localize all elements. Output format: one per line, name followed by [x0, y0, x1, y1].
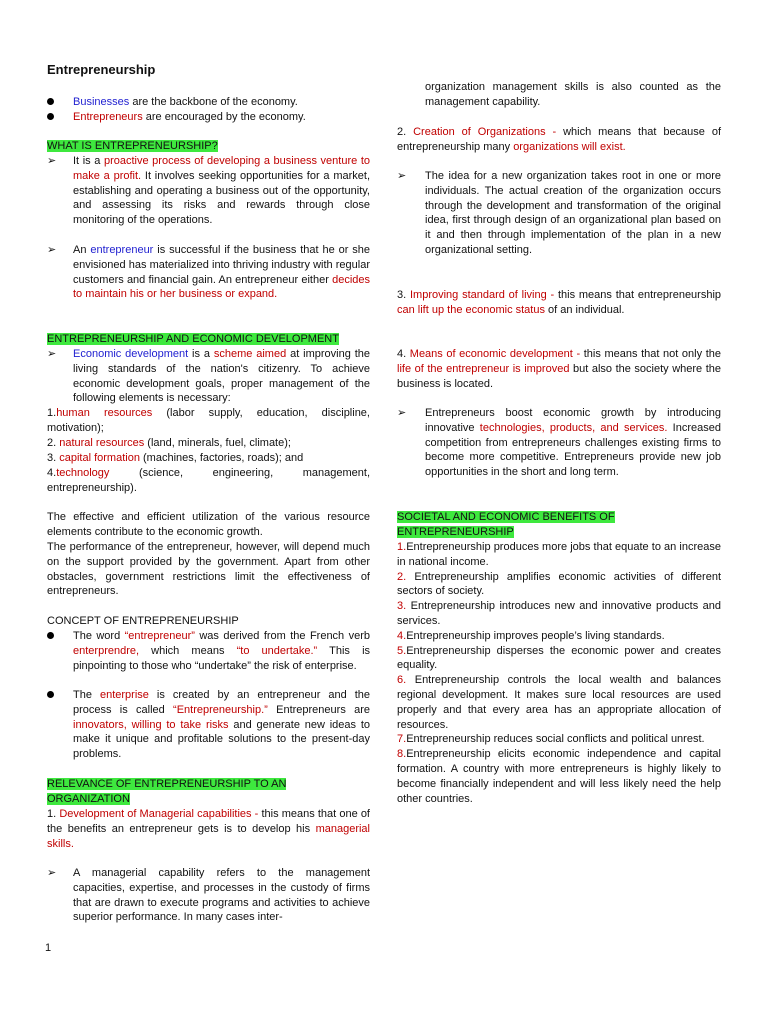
heading-text: RELEVANCE OF ENTREPRENEURSHIP TO AN ORGANIZATION	[47, 778, 287, 805]
list-item	[47, 688, 370, 762]
item-number: 4.	[397, 629, 407, 642]
text-run: natural resources	[59, 437, 145, 449]
text-run: Entrepreneurship disperses the economic power and creates equality.	[397, 644, 721, 672]
text-run: enterprise	[99, 689, 149, 701]
list-item	[47, 466, 370, 496]
text-run: Development of Managerial capabilities -	[59, 808, 259, 820]
text-run: technology	[56, 467, 110, 479]
list-item	[397, 599, 721, 629]
text-run: (land, minerals, fuel, climate);	[144, 437, 291, 449]
text-run: (labor supply, education, discipline, motivation);	[47, 407, 370, 434]
list-item	[397, 169, 721, 258]
text-run: this means that one of the benefits an entrepreneur gets is to develop his	[47, 808, 370, 835]
section-heading	[397, 510, 721, 540]
text-run: Creation of Organizations -	[413, 126, 557, 138]
item-number: 4.	[397, 348, 410, 360]
text-run: It is a	[73, 155, 104, 167]
text-run: innovators, willing to take risks	[73, 718, 229, 731]
benefits-list	[397, 540, 721, 806]
list-item	[397, 406, 721, 480]
list-item	[397, 747, 721, 806]
heading-text: SOCIETAL AND ECONOMIC BENEFITS OF ENTREPRENEURSHIP	[397, 511, 615, 538]
text-run: Entrepreneurship introduces new and innovative products and services.	[397, 600, 721, 627]
item-number: 8.	[397, 748, 407, 761]
text-run: entrepreneur	[90, 244, 154, 256]
item-number: 3.	[397, 289, 410, 301]
text-run: The idea for a new organization takes root in one or more individuals. The actual creation of the organization occurs through the development and transformation of the original idea, first through design of an organizational plan based on it and then through implementation of the plan in a new organizational setting.	[425, 170, 721, 256]
list-item	[397, 673, 721, 732]
list-item	[397, 125, 721, 155]
text-run: Entrepreneurship controls the local wealth and balances regional development. It makes sure local resources are used properly and that every area has an appropriate allocation of resources.	[397, 674, 721, 731]
text-run: Entrepreneurship produces more jobs that equate to an increase in national income.	[397, 541, 721, 568]
item-number: 1.	[397, 541, 407, 553]
text-run: this means that entrepreneurship	[554, 289, 722, 301]
text-run: (machines, factories, roads); and	[139, 452, 304, 464]
arrow-bullet-icon: ➢	[397, 407, 407, 419]
text-run: Economic development	[73, 348, 189, 360]
text-run: are the backbone of the economy.	[129, 96, 298, 108]
text-run: scheme aimed	[213, 348, 287, 360]
text-run: is a	[188, 348, 214, 360]
text-run: can lift up the economic status	[397, 303, 545, 316]
item-number: 7.	[397, 733, 407, 746]
heading-text: ENTREPRENEURSHIP AND ECONOMIC DEVELOPMENT	[47, 333, 339, 345]
section-heading: CONCEPT OF ENTREPRENEURSHIP	[47, 615, 239, 627]
text-run: “Entrepreneurship.”	[173, 703, 268, 716]
text-run: A managerial capability refers to the management capacities, expertise, and processes in the custody of firms that are drawn to execute programs and activities to achieve superior performance. In many cases inter-	[73, 867, 370, 924]
text-run: Entrepreneurship elicits economic independence and capital formation. A country with more entrepreneurs is highly likely to become financially independent and will less likely need the help other countries.	[397, 748, 721, 805]
text-run: Entrepreneurs	[73, 111, 143, 123]
item-number: 2.	[47, 437, 60, 449]
text-run: life of the entrepreneur is improved	[397, 362, 570, 375]
list-item	[47, 110, 370, 125]
bullet-dot-icon	[47, 98, 54, 105]
text-run: decides to maintain his or her business or expand.	[73, 273, 370, 301]
text-run: enterprendre,	[73, 644, 140, 657]
text-run: (science, engineering, management, entrepreneurship).	[47, 467, 370, 494]
text-run: organizations will exist.	[513, 140, 626, 153]
list-item	[47, 243, 370, 302]
bullet-dot-icon	[47, 113, 54, 120]
text-run: Entrepreneurs boost economic growth by introducing innovative	[425, 407, 721, 434]
page-title: Entrepreneurship	[47, 62, 156, 77]
text-run: this means that not only the	[580, 348, 721, 360]
section-heading	[47, 332, 370, 347]
text-run: An	[73, 244, 91, 256]
text-run: Improving standard of living -	[409, 289, 555, 301]
text-run: and generate new ideas to make it unique and profitable solutions to the present-day problems.	[73, 718, 370, 761]
text-run: This is pinpointing to those who “undertake” the risk of enterprise.	[73, 644, 371, 672]
list-item	[397, 732, 721, 747]
section-heading	[47, 777, 370, 807]
text-run: human resources	[56, 407, 153, 419]
list-item	[47, 629, 370, 673]
text-run: Means of economic development -	[409, 348, 581, 360]
item-number: 3.	[47, 452, 60, 464]
item-number: 4.	[47, 467, 57, 479]
text-run: Entrepreneurship reduces social conflicts and political unrest.	[406, 733, 705, 746]
bullet-dot-icon	[47, 632, 54, 639]
text-run: It involves seeking opportunities for a market, establishing and operating a business out of the opportunity, and assessing its risks and rewards through close monitoring of the operations.	[73, 169, 371, 227]
item-number: 2.	[397, 570, 407, 583]
text-run: which means	[139, 644, 237, 657]
text-run: capital formation	[59, 452, 140, 464]
list-item	[47, 436, 370, 451]
list-item	[47, 451, 370, 466]
text-run: proactive process of developing a business venture to make a profit.	[73, 155, 371, 182]
item-number: 1.	[47, 407, 57, 419]
paragraph: The performance of the entrepreneur, however, will depend much on the support provided by the government. Apart from other obstacles, government restrictions limit the effectiveness of entrepreneurs.	[47, 541, 370, 598]
text-run: The	[73, 689, 100, 701]
arrow-bullet-icon: ➢	[47, 244, 57, 256]
text-run: “to undertake.”	[236, 644, 318, 657]
text-run: Entrepreneurship amplifies economic activities of different sectors of society.	[397, 570, 721, 598]
list-item	[47, 406, 370, 436]
text-run: which means that because of entrepreneurship many	[397, 126, 722, 153]
arrow-bullet-icon: ➢	[47, 155, 57, 167]
list-item	[397, 629, 721, 644]
page-number: 1	[45, 942, 52, 954]
item-number: 5.	[397, 644, 407, 657]
text-run: but also the society where the business is located.	[397, 362, 721, 390]
item-number: 1.	[47, 808, 60, 820]
list-item	[47, 347, 370, 406]
list-item	[397, 570, 721, 600]
text-run: of an individual.	[544, 303, 625, 316]
text-run: was derived from the French verb	[194, 630, 370, 642]
text-run: Businesses	[73, 96, 130, 108]
list-item	[397, 644, 721, 674]
arrow-bullet-icon: ➢	[397, 170, 407, 182]
list-item	[397, 540, 721, 570]
list-item	[397, 347, 721, 391]
section-heading	[47, 139, 370, 154]
text-run: managerial skills.	[47, 822, 370, 850]
text-run: at improving the living standards of the nation's citizenry. To achieve economic development goals, proper management of the following elements is necessary:	[73, 348, 370, 405]
text-run: is created by an entrepreneur and the process is called	[73, 689, 371, 716]
arrow-bullet-icon: ➢	[47, 348, 57, 360]
list-item	[47, 154, 370, 228]
text-run: Increased competition from entrepreneurs challenges existing firms to become more competitive. Entrepreneurs provide new job opportunities in the short and long term.	[425, 421, 721, 479]
arrow-bullet-icon: ➢	[47, 867, 57, 879]
text-run: Entrepreneurship improves people’s living standards.	[406, 629, 665, 642]
text-run: The word	[73, 630, 125, 642]
list-item	[397, 288, 721, 318]
list-item	[47, 95, 370, 110]
item-number: 3.	[397, 600, 407, 613]
item-number: 6.	[397, 674, 407, 687]
text-run: are encouraged by the economy.	[142, 111, 306, 123]
paragraph: organization management skills is also counted as the management capability.	[425, 81, 721, 108]
list-item	[47, 807, 370, 851]
text-run: Entrepreneurs are	[267, 703, 370, 716]
bullet-dot-icon	[47, 691, 54, 698]
text-run: is successful if the business that he or she envisioned has materialized into thriving industry with regular customers and financial gain. An entrepreneur either	[73, 244, 371, 286]
paragraph: The effective and efficient utilization of the various resource elements contribute to the economic growth.	[47, 511, 370, 538]
item-number: 2.	[397, 126, 414, 138]
text-run: technologies, products, and services.	[479, 421, 668, 434]
list-item	[47, 866, 370, 925]
text-run: “entrepreneur”	[124, 630, 195, 642]
heading-text: WHAT IS ENTREPRENEURSHIP?	[47, 140, 218, 152]
